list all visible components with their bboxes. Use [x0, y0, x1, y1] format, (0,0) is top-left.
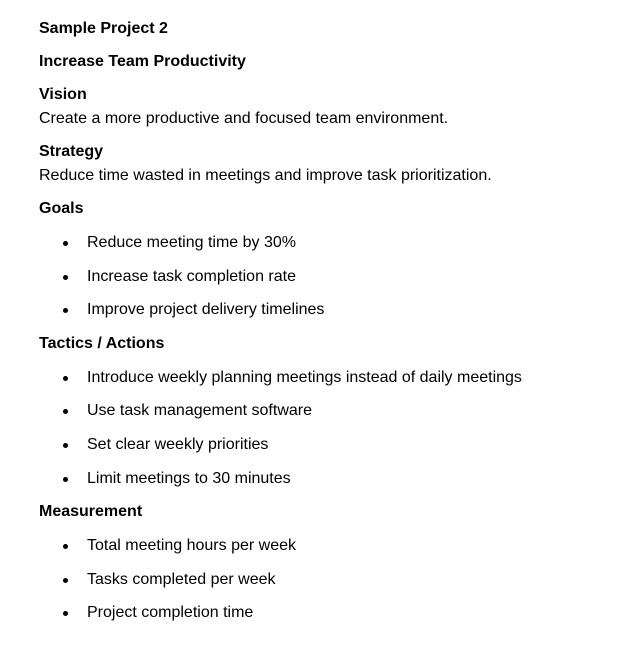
- vision-heading: Vision: [39, 86, 87, 103]
- goals-heading: Goals: [39, 200, 84, 217]
- bullet-icon: [63, 376, 68, 381]
- vision-text: Create a more productive and focused team environment.: [39, 110, 449, 127]
- bullet-icon: [63, 241, 68, 246]
- tactics-list: [39, 368, 522, 489]
- measurement-list: [39, 536, 296, 623]
- bullet-icon: [63, 544, 68, 549]
- list-item: [39, 570, 296, 590]
- goals-list: [39, 233, 324, 320]
- strategy-heading: Strategy: [39, 143, 104, 160]
- tactic-text: Limit meetings to 30 minutes: [87, 470, 291, 487]
- list-item: [39, 233, 324, 253]
- measurement-text: Project completion time: [87, 604, 254, 621]
- measurement-heading: Measurement: [39, 503, 143, 520]
- list-item: [39, 401, 522, 421]
- list-item: [39, 469, 522, 489]
- tactics-heading: Tactics / Actions: [39, 335, 165, 352]
- list-item: [39, 267, 324, 287]
- list-item: [39, 368, 522, 388]
- measurement-text: Tasks completed per week: [87, 571, 276, 588]
- project-label: Sample Project 2: [39, 20, 168, 37]
- goal-text: Improve project delivery timelines: [87, 301, 325, 318]
- tactic-text: Set clear weekly priorities: [87, 436, 269, 453]
- bullet-icon: [63, 275, 68, 280]
- tactic-text: Introduce weekly planning meetings instead of daily meetings: [87, 369, 522, 386]
- goal-text: Reduce meeting time by 30%: [87, 234, 296, 251]
- tactic-text: Use task management software: [87, 402, 312, 419]
- list-item: [39, 603, 296, 623]
- page-title: Increase Team Productivity: [39, 53, 246, 70]
- bullet-icon: [63, 611, 68, 616]
- list-item: [39, 536, 296, 556]
- list-item: [39, 435, 522, 455]
- bullet-icon: [63, 308, 68, 313]
- bullet-icon: [63, 443, 68, 448]
- bullet-icon: [63, 477, 68, 482]
- list-item: [39, 300, 324, 320]
- bullet-icon: [63, 409, 68, 414]
- strategy-text: Reduce time wasted in meetings and improve task prioritization.: [39, 167, 492, 184]
- goal-text: Increase task completion rate: [87, 268, 296, 285]
- bullet-icon: [63, 578, 68, 583]
- measurement-text: Total meeting hours per week: [87, 537, 296, 554]
